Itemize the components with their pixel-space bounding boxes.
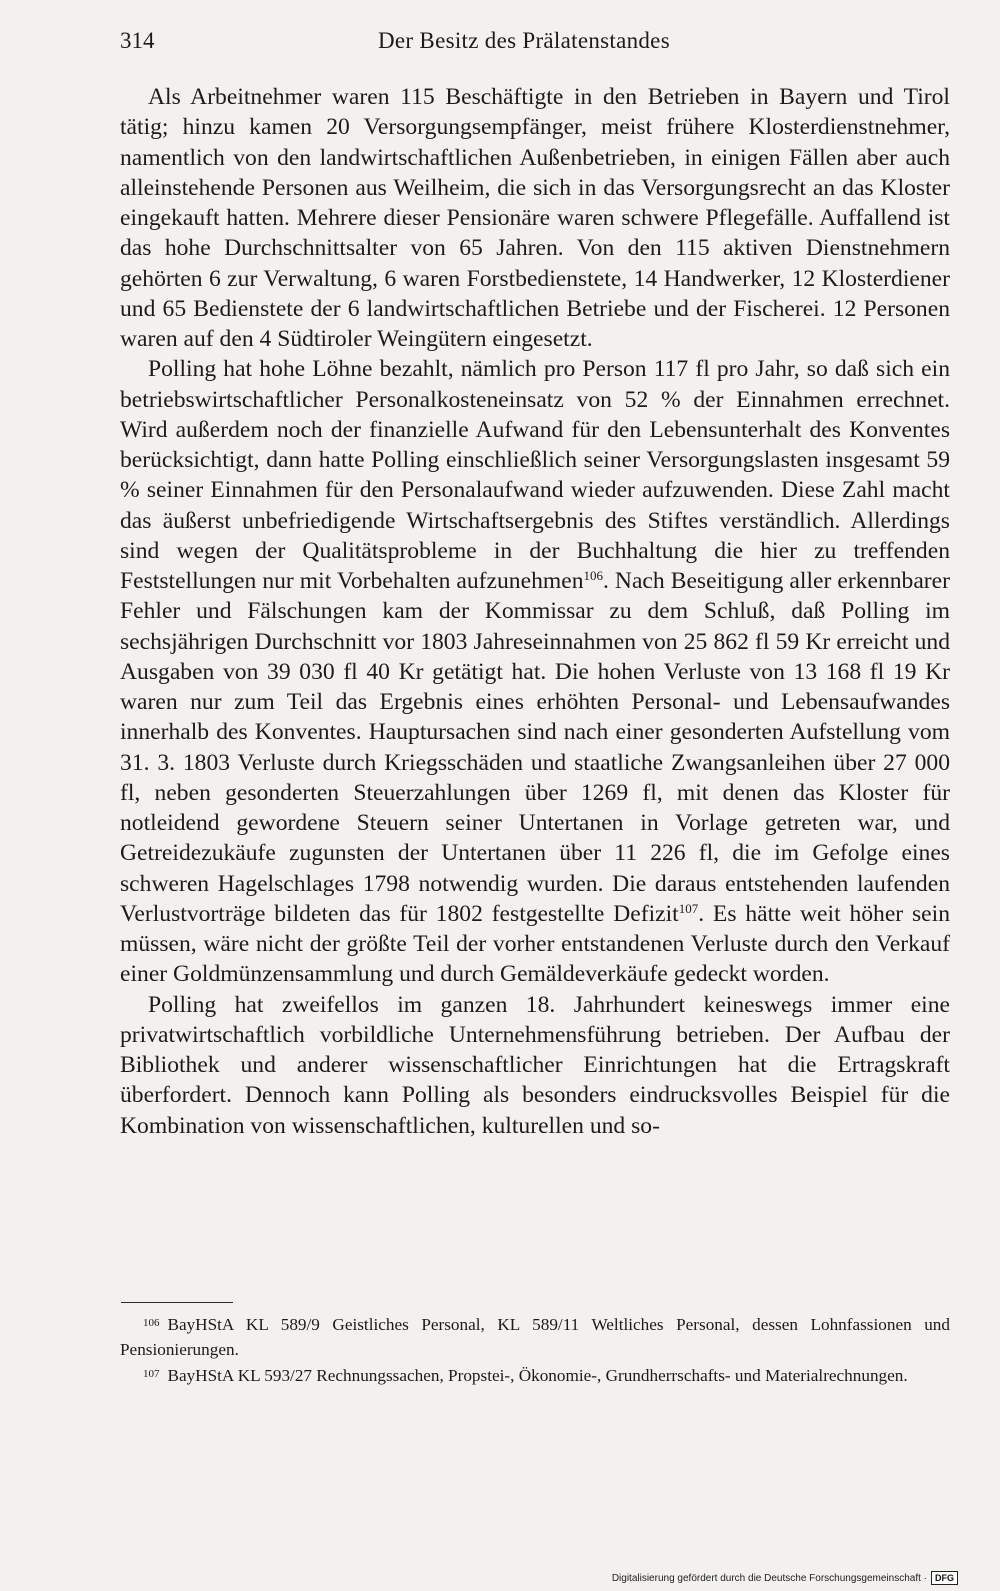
credit-text: Digitalisierung gefördert durch die Deutsche Forschungsgemeinschaft · — [611, 1573, 927, 1584]
page-number: 314 — [120, 28, 155, 53]
footnote-number: 106 — [143, 1317, 160, 1329]
footnote-divider — [121, 1302, 233, 1303]
page-header — [120, 28, 950, 68]
paragraph-3: Polling hat zweifellos im ganzen 18. Jahrhundert keineswegs immer eine privatwirtschaftlich vorbildliche Unternehmensführung betrieben. Der Aufbau der Bibliothek und anderer wissenschaftlicher Einrichtungen hat die Ertragskraft überfordert. Dennoch kann Polling als besonders eindrucksvolles Beispiel für die Kombination von wissenschaftlichen, kulturellen und so- — [120, 991, 950, 1139]
dfg-logo-icon: DFG — [931, 1571, 958, 1585]
footnote-text: BayHStA KL 589/9 Geistliches Personal, KL 589/11 Weltliches Personal, dessen Lohnfassionen und Pensionierungen. — [120, 1315, 950, 1359]
footnote-ref-107[interactable]: 107 — [678, 900, 699, 916]
paragraph-2-text-a: Polling hat hohe Löhne bezahlt, nämlich pro Person 117 fl pro Jahr, so daß sich ein betriebswirtschaftlicher Personalkosteneinsatz von 52 % der Einnahmen errechnet. Wird außerdem noch der finanzielle Aufwand für den Lebensunterhalt des Konventes berücksichtigt, dann hatte Polling einschließlich seiner Versorgungslasten insgesamt 59 % seiner Einnahmen für den Personalaufwand wieder aufzuwenden. Diese Zahl macht das äußerst unbefriedigende Wirtschaftsergebnis des Stiftes verständlich. Allerdings sind wegen der Qualitätsprobleme in der Buchhaltung die hier zu treffenden Feststellungen nur mit Vorbehalten aufzunehmen — [120, 356, 950, 594]
footnote-number: 107 — [143, 1368, 160, 1380]
paragraph-2 — [120, 354, 950, 989]
footnote-107 — [120, 1362, 950, 1388]
footnote-text: BayHStA KL 593/27 Rechnungssachen, Propstei-, Ökonomie-, Grundherrschafts- und Materialrechnungen. — [167, 1366, 908, 1385]
running-head: Der Besitz des Prälatenstandes — [378, 28, 670, 53]
body-text — [120, 82, 950, 1141]
footnote-106 — [120, 1311, 950, 1362]
digitization-credit — [612, 1571, 958, 1585]
footnotes — [120, 1311, 950, 1388]
paragraph-2-text-b: . Nach Beseitigung aller erkennbarer Fehler und Fälschungen kam der Kommissar zu dem Schluß, daß Polling im sechsjährigen Durchschnitt vor 1803 Jahreseinnahmen von 25 862 fl 59 Kr erreicht und Ausgaben von 39 030 fl 40 Kr getätigt hat. Die hohen Verluste von 13 168 fl 19 Kr waren nur zum Teil das Ergebnis eines erhöhten Personal- und Lebensaufwandes innerhalb des Konventes. Hauptursachen sind nach einer gesonderten Aufstellung vom 31. 3. 1803 Verluste durch Kriegsschäden und staatliche Zwangsanleihen über 27 000 fl, neben gesonderten Steuerzahlungen über 1269 fl, mit denen das Kloster für notleidend gewordene Steuern seiner Untertanen in Vorlage getreten war, und Getreidezukäufe zugunsten der Untertanen über 11 226 fl, die im Gefolge eines schweren Hagelschlages 1798 notwendig wurden. Die daraus entstehenden laufenden Verlustvorträge bildeten das für 1802 festgestellte Defizit — [120, 568, 950, 927]
paragraph-1: Als Arbeitnehmer waren 115 Beschäftigte in den Betrieben in Bayern und Tirol tätig; hinzu kamen 20 Versorgungsempfänger, meist frühere Klosterdienstnehmer, namentlich von den landwirtschaftlichen Außenbetrieben, in einigen Fällen aber auch alleinstehende Personen aus Weilheim, die sich in das Versorgungsrecht an das Kloster eingekauft hatten. Mehrere dieser Pensionäre waren schwere Pflegefälle. Auffallend ist das hohe Durchschnittsalter von 65 Jahren. Von den 115 aktiven Dienstnehmern gehörten 6 zur Verwaltung, 6 waren Forstbedienstete, 14 Handwerker, 12 Klosterdiener und 65 Bedienstete der 6 landwirtschaftlichen Betriebe und der Fischerei. 12 Personen waren auf den 4 Südtiroler Weingütern eingesetzt. — [120, 84, 950, 352]
paragraph-2-text-c: . Es hätte weit höher sein müssen, wäre nicht der größte Teil der vorher entstandenen Verluste durch den Verkauf einer Goldmünzensammlung und durch Gemäldeverkäufe gedeckt worden. — [120, 900, 950, 988]
footnote-ref-106[interactable]: 106 — [583, 568, 603, 583]
